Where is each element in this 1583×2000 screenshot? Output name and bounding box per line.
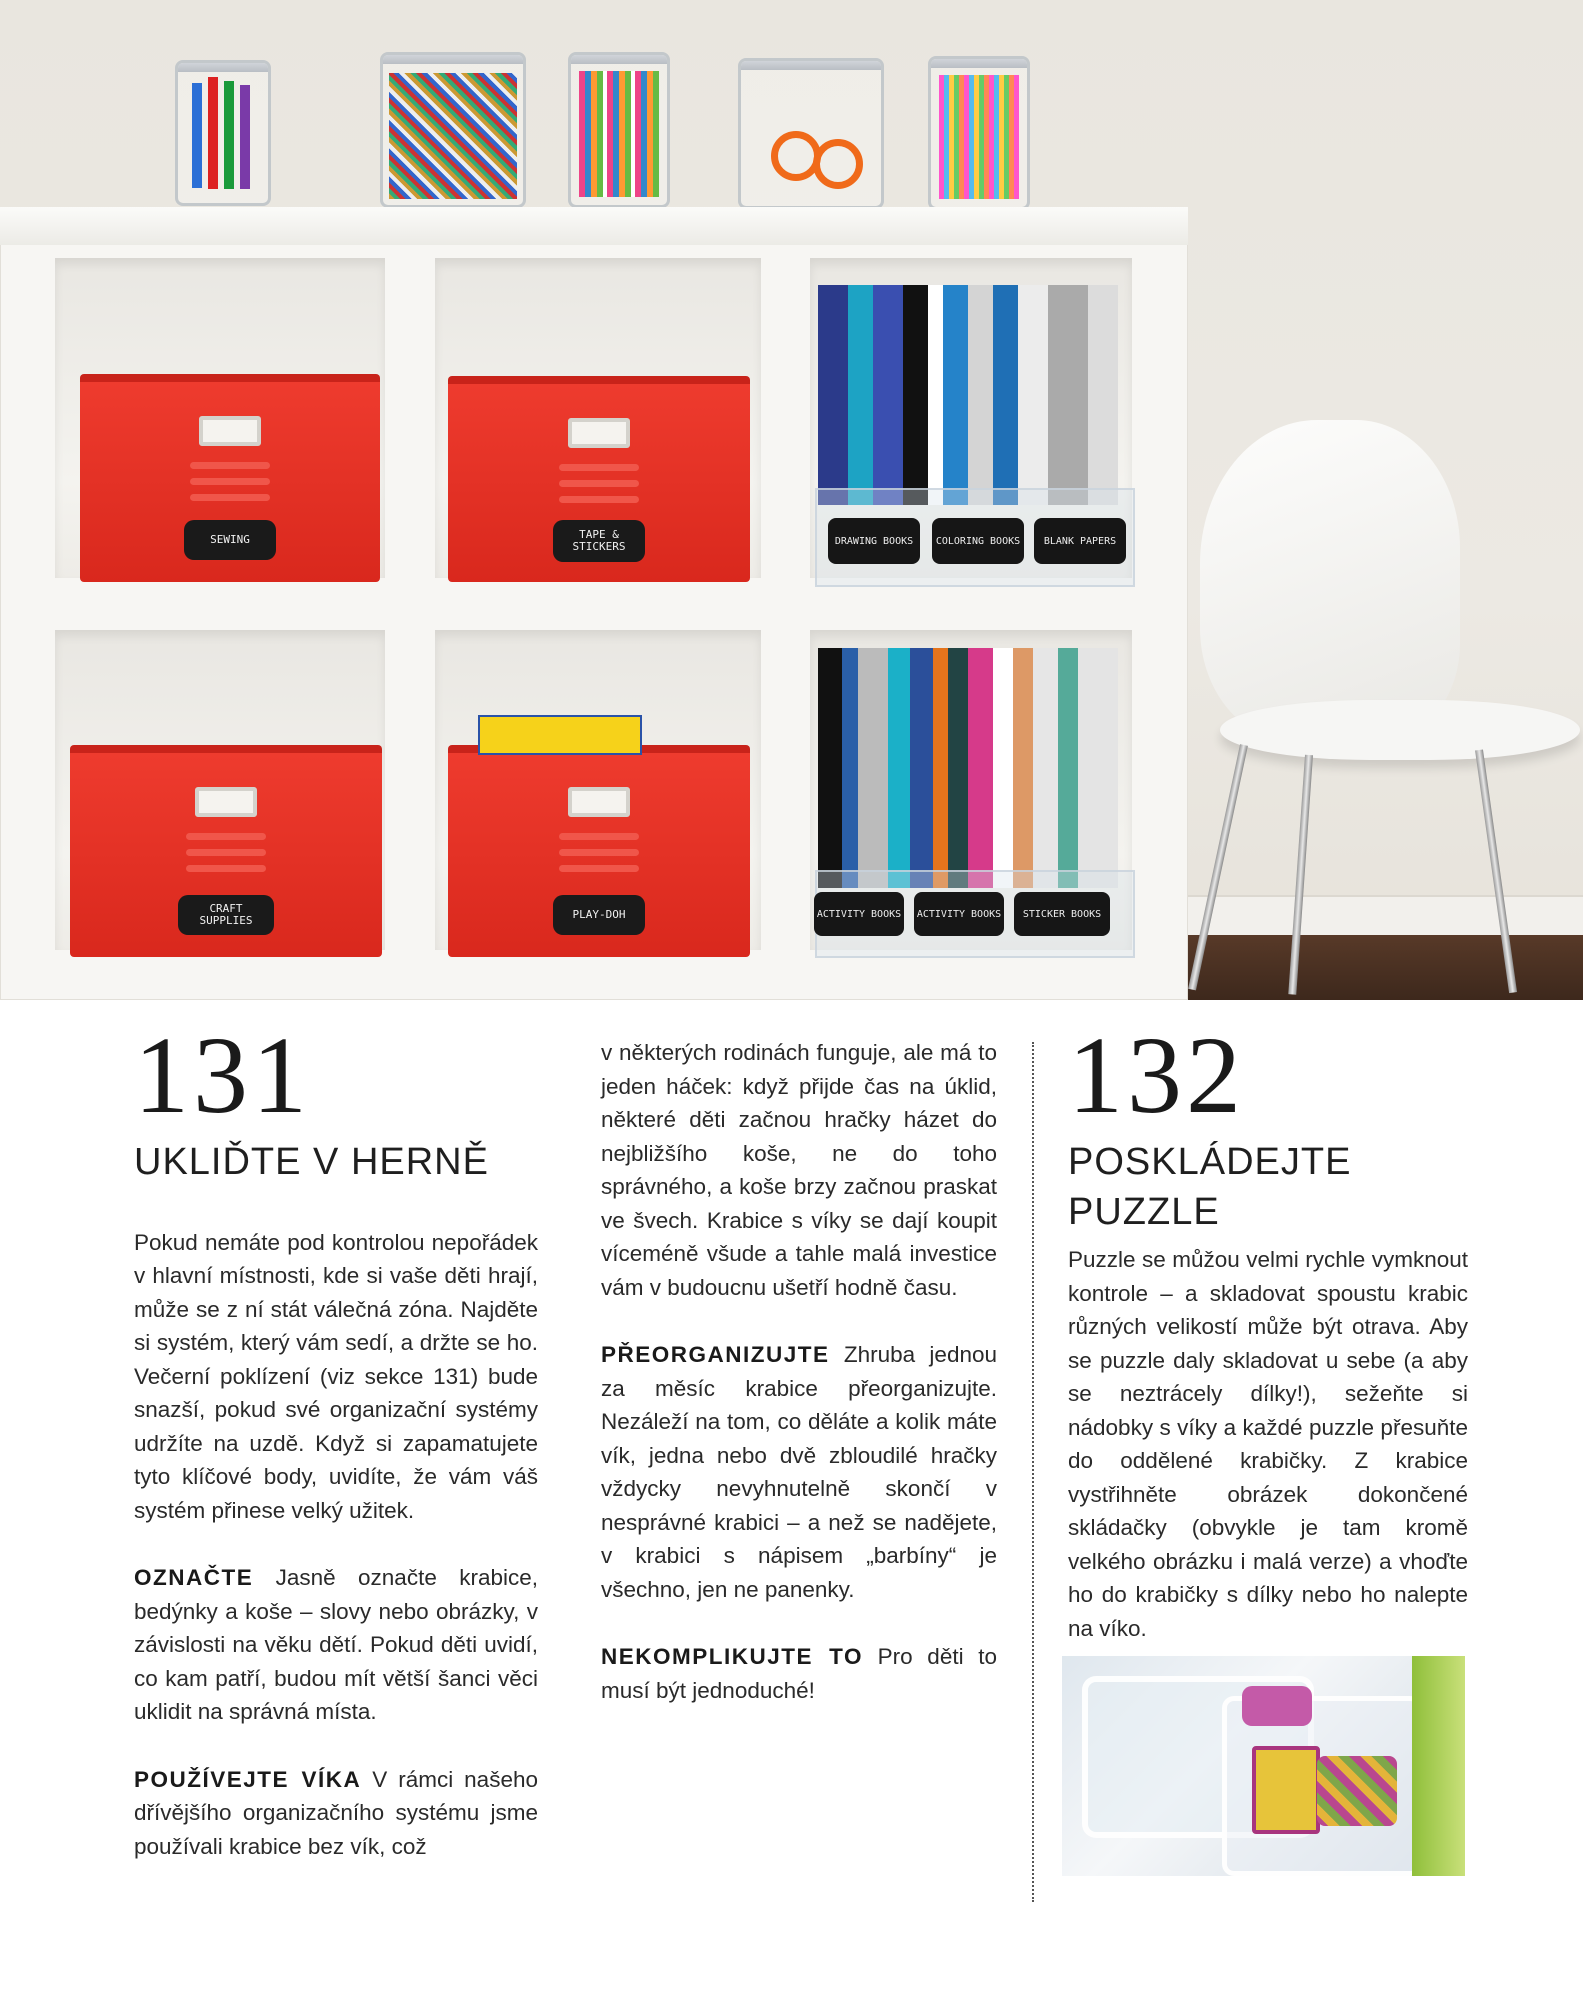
section-132-title-line2: PUZZLE — [1068, 1190, 1220, 1233]
label-drawing-books: DRAWING BOOKS — [828, 518, 920, 564]
tip-vika-continued: v některých rodinách funguje, ale má to jeden háček: když přijde čas na úklid, některé děti začnou hračky házet do nejbližšího koše, ne do toho správného, a koše brzy začnou praskat ve švech. Krabice s víky se dají koupit víceméně všude a tahle malá investice vám v budoucnu ušetří hodně času. — [601, 1040, 997, 1300]
label-sewing: SEWING — [184, 520, 276, 560]
beads-jar — [380, 52, 526, 208]
section-132-title-line1: POSKLÁDEJTE — [1068, 1141, 1352, 1183]
floor — [1150, 930, 1583, 1000]
section-132-number: 132 — [1068, 1014, 1245, 1136]
bin-sewing — [80, 374, 380, 582]
column-2 — [601, 1036, 997, 1707]
label-activity-books-2: ACTIVITY BOOKS — [914, 892, 1004, 936]
tip-nekomplikujte-text: Pro děti to musí být jednoduché! — [601, 1644, 997, 1703]
bin-play-doh — [448, 745, 750, 957]
tip-vika-text: V rámci našeho dřívějšího organizačního systému jsme používali krabice bez vík, což — [134, 1766, 538, 1859]
puzzle-container-photo — [1062, 1656, 1465, 1876]
label-tape-stickers: TAPE & STICKERS — [553, 520, 645, 562]
tip-preorganizujte — [601, 1338, 997, 1606]
scissors-jar — [738, 58, 884, 209]
shelf-top — [0, 207, 1188, 245]
tip-oznacte-heading: OZNAČTE — [134, 1565, 254, 1591]
tip-preorganizujte-text: Zhruba jednou za měsíc krabice přeorganizujte. Nezáleží na tom, co děláte a kolik máte vík, jedna nebo dvě zbloudilé hračky vždycky nevyhnutelně skončí v nesprávné krabici – a než se nadějete, v krabici s nápisem „barbíny“ je všechno, jen ne panenky. — [601, 1342, 997, 1602]
tip-nekomplikujte — [601, 1640, 997, 1707]
label-blank-papers: BLANK PAPERS — [1034, 518, 1126, 564]
books-upper — [818, 285, 1118, 505]
label-craft-supplies: CRAFT SUPPLIES — [178, 895, 274, 935]
tip-oznacte-text: Jasně označte krabice, bedýnky a koše – slovy nebo obrázky, v závislosti na věku dětí. Pokud děti uvidí, co kam patří, budou mít větší šanci věci uklidit na správná místa. — [134, 1565, 538, 1725]
tip-vika — [134, 1763, 538, 1864]
column-divider — [1032, 1042, 1034, 1902]
section-131-intro: Pokud nemáte pod kontrolou nepořádek v hlavní místnosti, kde si vaše děti hrají, může se z ní stát válečná zóna. Najděte si systém, který vám sedí, a držte se ho. Večerní poklízení (viz sekce 131) bude snazší, pokud své organizační systémy udržíte na uzdě. Když si zapamatujete tyto klíčové body, uvidíte, že vám váš systém přinese velký užitek. — [134, 1229, 538, 1523]
tip-vika-heading: POUŽÍVEJTE VÍKA — [134, 1766, 362, 1792]
chair-seat — [1220, 700, 1580, 760]
books-lower — [818, 648, 1118, 888]
section-132-text: Puzzle se můžou velmi rychle vymknout kontrole – a skladovat spoustu krabic různých velikostí může být otrava. Aby se puzzle daly skladovat u sebe (a aby se neztrácely dílky!), sežeňte si nádobky s víky a každé puzzle přesuňte do oddělené krabičky. Z krabice vystřihněte obrázek dokončené skládačky (obvykle je tam kromě velkého obrázku i malá verze) a vhoďte ho do krabičky s dílky nebo ho nalepte na víko. — [1068, 1247, 1468, 1641]
label-activity-books-1: ACTIVITY BOOKS — [814, 892, 904, 936]
bin-craft-supplies — [70, 745, 382, 957]
label-coloring-books: COLORING BOOKS — [932, 518, 1024, 564]
section-131-number: 131 — [134, 1014, 311, 1136]
column-3 — [1068, 1014, 1468, 1645]
label-play-doh: PLAY-DOH — [553, 895, 645, 935]
column-1 — [134, 1014, 538, 1863]
marker-jar — [175, 60, 271, 206]
tip-oznacte — [134, 1561, 538, 1729]
chair-back — [1200, 420, 1460, 740]
label-sticker-books: STICKER BOOKS — [1014, 892, 1110, 936]
baseboard — [1150, 895, 1583, 935]
pens-jar — [568, 52, 670, 208]
section-131-title: UKLIĎTE V HERNĚ — [134, 1141, 489, 1183]
bin-tape-stickers — [448, 376, 750, 582]
pencils-jar — [928, 56, 1030, 210]
tip-preorganizujte-heading: PŘEORGANIZUJTE — [601, 1342, 830, 1367]
tip-nekomplikujte-heading: NEKOMPLIKUJTE TO — [601, 1644, 863, 1669]
